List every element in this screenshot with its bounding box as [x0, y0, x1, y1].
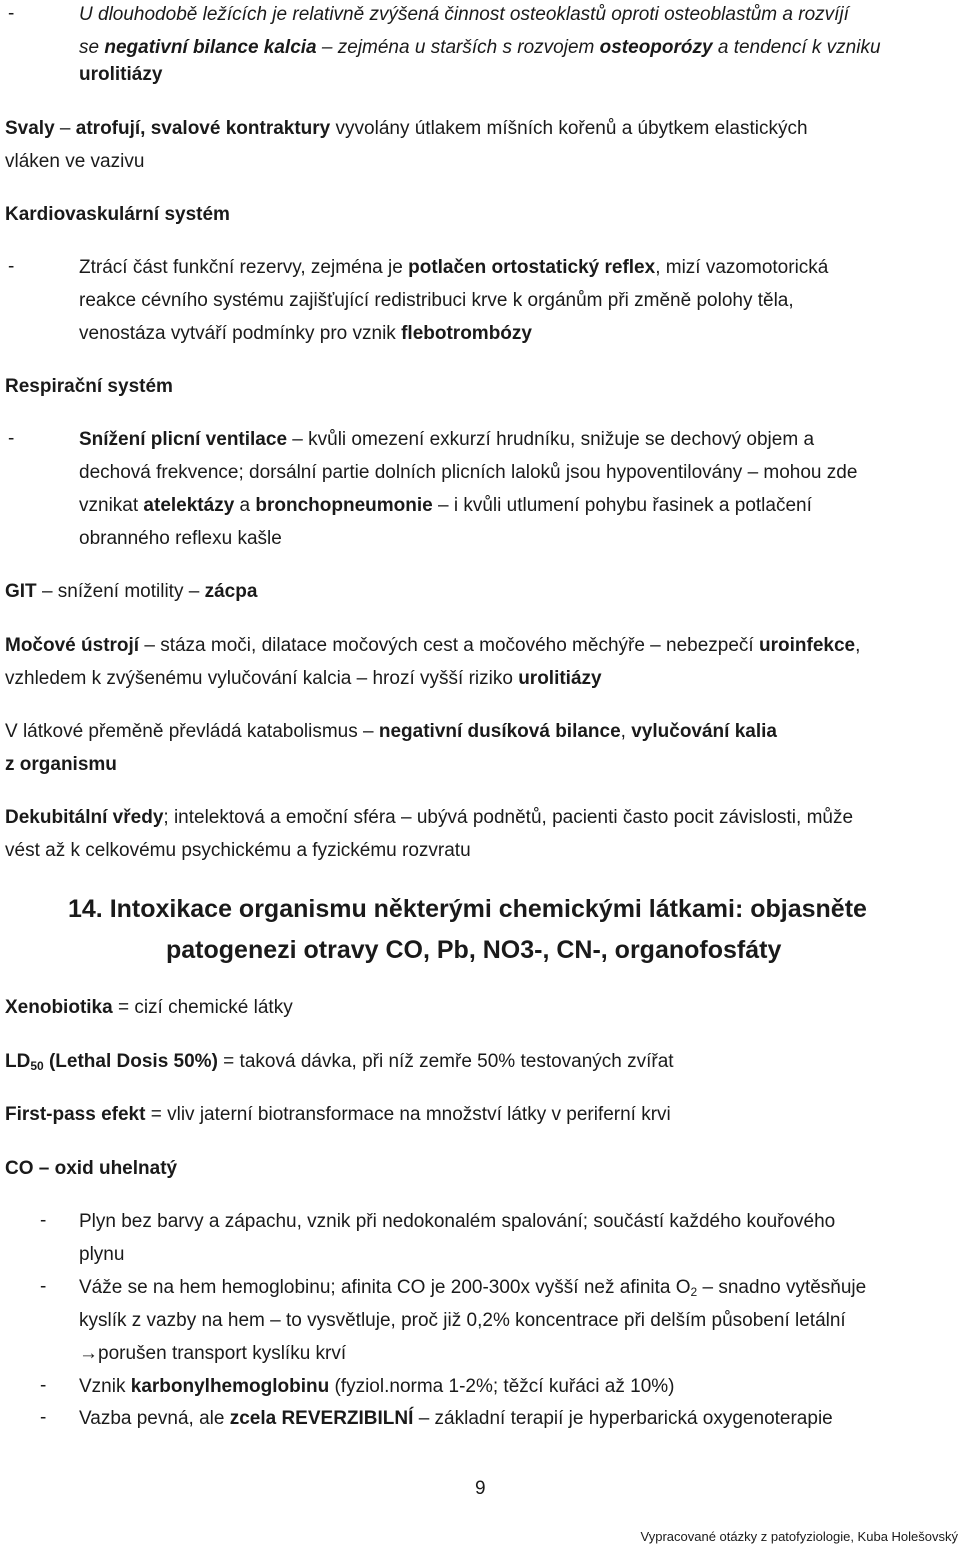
chapter-heading: 14. Intoxikace organismu některými chemickými látkami: objasněte — [68, 895, 867, 923]
bullet-dash: - — [40, 1407, 47, 1428]
text-line: vláken ve vazivu — [5, 151, 145, 172]
text-line: dechová frekvence; dorsální partie dolních plicních laloků jsou hypoventilovány – mohou zde — [79, 462, 858, 483]
text-line: Xenobiotika = cizí chemické látky — [5, 997, 293, 1018]
text-line: GIT – snížení motility – zácpa — [5, 581, 258, 602]
arrow-right-icon: → — [79, 1343, 98, 1364]
text-line: obranného reflexu kašle — [79, 528, 282, 549]
text-line: Vazba pevná, ale zcela REVERZIBILNÍ – základní terapií je hyperbarická oxygenoterapie — [79, 1408, 833, 1429]
chapter-heading: patogenezi otravy CO, Pb, NO3-, CN-, organofosfáty — [166, 936, 782, 964]
section-title: CO – oxid uhelnatý — [5, 1158, 178, 1179]
text-line: z organismu — [5, 754, 117, 775]
bullet-dash: - — [40, 1276, 47, 1297]
text-line: vést až k celkovému psychickému a fyzickému rozvratu — [5, 840, 471, 861]
page-number: 9 — [475, 1478, 486, 1499]
text-line: $LD_{50}$ (Lethal Dosis 50%) = taková dávka, při níž zemře 50% testovaných zvířat — [5, 1051, 674, 1073]
text-line: plynu — [79, 1244, 125, 1265]
section-title: Kardiovaskulární systém — [5, 204, 230, 225]
text-line: Močové ústrojí – stáza moči, dilatace močových cest a močového měchýře – nebezpečí uroinfekce, — [5, 635, 861, 656]
text-line: Vznik karbonylhemoglobinu (fyziol.norma 1-2%; těžcí kuřáci až 10%) — [79, 1376, 675, 1397]
text-line: Váže se na hem hemoglobinu; afinita CO je 200-300x vyšší než afinita $O_2$ – snadno vytěsňuje — [79, 1277, 867, 1299]
bullet-dash: - — [40, 1375, 47, 1396]
text-line: vznikat atelektázy a bronchopneumonie – i kvůli utlumení pohybu řasinek a potlačení — [79, 495, 812, 516]
text-line: Ztrácí část funkční rezervy, zejména je potlačen ortostatický reflex, mizí vazomotorická — [79, 257, 829, 278]
text-line: V látkové přeměně převládá katabolismus – negativní dusíková bilance, vylučování kalia — [5, 721, 777, 742]
text-line: First-pass efekt = vliv jaterní biotransformace na množství látky v periferní krvi — [5, 1104, 671, 1125]
text-line: reakce cévního systému zajišťující redistribuci krve k orgánům při změně polohy těla, — [79, 290, 794, 311]
section-title: Respirační systém — [5, 376, 173, 397]
text-line: kyslík z vazby na hem – to vysvětluje, proč již 0,2% koncentrace při delším působení letální — [79, 1310, 846, 1331]
text-line: U dlouhodobě ležících je relativně zvýšená činnost osteoklastů oproti osteoblastům a rozvíjí — [79, 4, 849, 25]
bullet-dash: - — [8, 256, 15, 277]
text-line: Plyn bez barvy a zápachu, vznik při nedokonalém spalování; součástí každého kouřového — [79, 1211, 836, 1232]
page-footer: Vypracované otázky z patofyziologie, Kuba Holešovský — [640, 1529, 958, 1544]
bullet-dash: - — [8, 3, 15, 24]
text-line: venostáza vytváří podmínky pro vznik flebotrombózy — [79, 323, 532, 344]
text-line: Dekubitální vředy; intelektová a emoční sféra – ubývá podnětů, pacienti často pocit závislosti, může — [5, 807, 854, 828]
text-line: Snížení plicní ventilace – kvůli omezení exkurzí hrudníku, snižuje se dechový objem a — [79, 429, 815, 450]
text-line: urolitiázy — [79, 64, 163, 85]
text-line: vzhledem k zvýšenému vylučování kalcia – hrozí vyšší riziko urolitiázy — [5, 668, 602, 689]
text-line: Svaly – atrofují, svalové kontraktury vyvolány útlakem míšních kořenů a úbytkem elastických — [5, 118, 808, 139]
text-line: se negativní bilance kalcia – zejména u starších s rozvojem osteoporózy a tendencí k vzniku — [79, 37, 881, 58]
text-line: →porušen transport kyslíku krví — [79, 1343, 347, 1364]
bullet-dash: - — [40, 1210, 47, 1231]
bullet-dash: - — [8, 428, 15, 449]
